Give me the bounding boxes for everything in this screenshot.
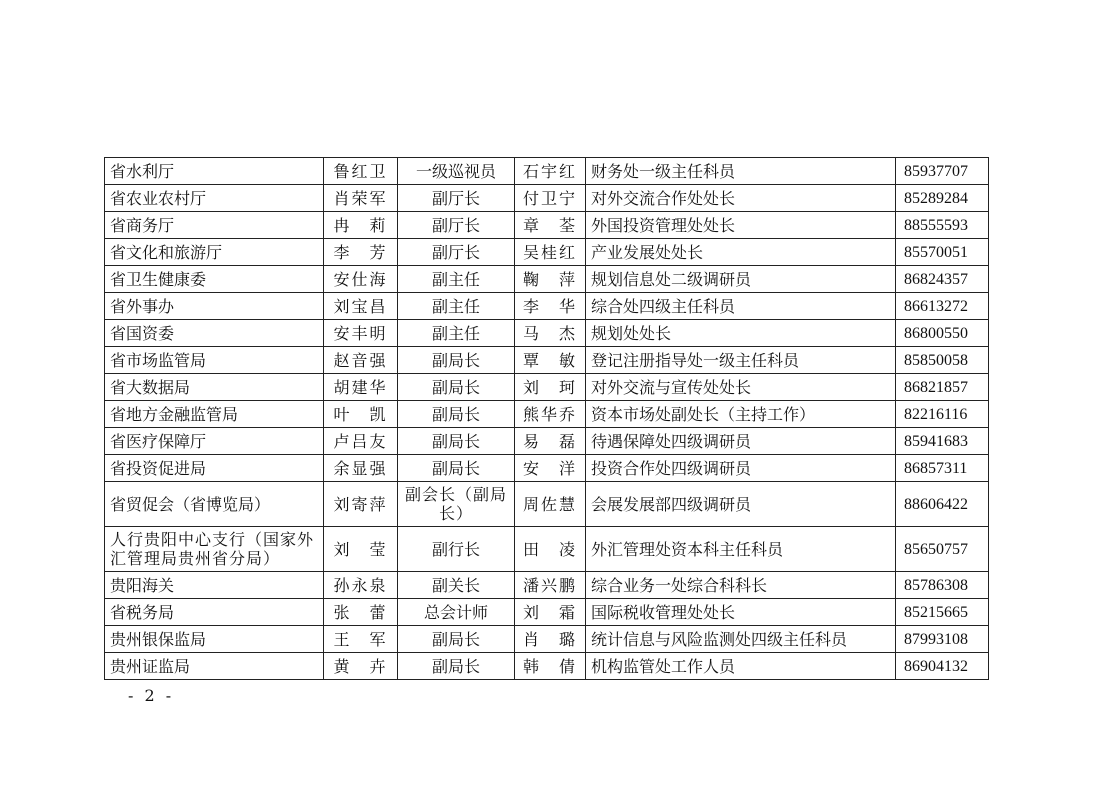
- leader-cell: 安丰明: [324, 320, 398, 347]
- leader-cell: 李 芳: [324, 239, 398, 266]
- title-cell: 副局长: [398, 428, 515, 455]
- title-cell: 副局长: [398, 626, 515, 653]
- position-cell: 资本市场处副处长（主持工作）: [586, 401, 896, 428]
- position-cell: 统计信息与风险监测处四级主任科员: [586, 626, 896, 653]
- phone-cell: 87993108: [896, 626, 989, 653]
- phone-cell: 85937707: [896, 158, 989, 185]
- phone-cell: 86824357: [896, 266, 989, 293]
- position-cell: 规划信息处二级调研员: [586, 266, 896, 293]
- phone-cell: 85570051: [896, 239, 989, 266]
- leader-cell: 肖荣军: [324, 185, 398, 212]
- table-row: [105, 266, 989, 293]
- table-row: [105, 401, 989, 428]
- table-row: [105, 239, 989, 266]
- title-cell: 副会长（副局长）: [398, 482, 515, 527]
- position-cell: 规划处处长: [586, 320, 896, 347]
- contact-cell: 付卫宁: [515, 185, 586, 212]
- position-cell: 国际税收管理处处长: [586, 599, 896, 626]
- leader-cell: 鲁红卫: [324, 158, 398, 185]
- dept-cell: 省文化和旅游厅: [105, 239, 324, 266]
- table-row: [105, 482, 989, 527]
- table-row: [105, 212, 989, 239]
- title-cell: 副行长: [398, 527, 515, 572]
- table-row: [105, 320, 989, 347]
- leader-cell: 孙永泉: [324, 572, 398, 599]
- contact-cell: 吴桂红: [515, 239, 586, 266]
- dept-cell: 省税务局: [105, 599, 324, 626]
- title-cell: 副厅长: [398, 185, 515, 212]
- table-row: [105, 599, 989, 626]
- dept-cell: 贵州银保监局: [105, 626, 324, 653]
- contact-cell: 刘 珂: [515, 374, 586, 401]
- phone-cell: 86613272: [896, 293, 989, 320]
- table-row: [105, 293, 989, 320]
- title-cell: 副局长: [398, 347, 515, 374]
- table-row: [105, 347, 989, 374]
- dept-cell: 人行贵阳中心支行（国家外汇管理局贵州省分局）: [105, 527, 324, 572]
- position-cell: 待遇保障处四级调研员: [586, 428, 896, 455]
- phone-cell: 82216116: [896, 401, 989, 428]
- title-cell: 副局长: [398, 455, 515, 482]
- position-cell: 对外交流与宣传处处长: [586, 374, 896, 401]
- contact-cell: 马 杰: [515, 320, 586, 347]
- phone-cell: 86904132: [896, 653, 989, 680]
- position-cell: 财务处一级主任科员: [586, 158, 896, 185]
- phone-cell: 88606422: [896, 482, 989, 527]
- page-number: - 2 -: [128, 686, 175, 705]
- leader-cell: 赵音强: [324, 347, 398, 374]
- title-cell: 副局长: [398, 374, 515, 401]
- table-row: [105, 527, 989, 572]
- title-cell: 副主任: [398, 293, 515, 320]
- dept-cell: 省农业农村厅: [105, 185, 324, 212]
- contact-cell: 肖 璐: [515, 626, 586, 653]
- leader-cell: 余显强: [324, 455, 398, 482]
- title-cell: 副局长: [398, 401, 515, 428]
- position-cell: 外汇管理处资本科主任科员: [586, 527, 896, 572]
- dept-cell: 贵州证监局: [105, 653, 324, 680]
- leader-cell: 安仕海: [324, 266, 398, 293]
- contact-cell: 鞠 萍: [515, 266, 586, 293]
- phone-cell: 88555593: [896, 212, 989, 239]
- position-cell: 登记注册指导处一级主任科员: [586, 347, 896, 374]
- title-cell: 一级巡视员: [398, 158, 515, 185]
- position-cell: 投资合作处四级调研员: [586, 455, 896, 482]
- table-row: [105, 626, 989, 653]
- table-row: [105, 572, 989, 599]
- leader-cell: 卢吕友: [324, 428, 398, 455]
- title-cell: 总会计师: [398, 599, 515, 626]
- position-cell: 外国投资管理处处长: [586, 212, 896, 239]
- table-row: [105, 653, 989, 680]
- contact-cell: 潘兴鹏: [515, 572, 586, 599]
- phone-cell: 86857311: [896, 455, 989, 482]
- title-cell: 副主任: [398, 320, 515, 347]
- leader-cell: 张 蕾: [324, 599, 398, 626]
- dept-cell: 省市场监管局: [105, 347, 324, 374]
- position-cell: 对外交流合作处处长: [586, 185, 896, 212]
- table-row: [105, 428, 989, 455]
- dept-cell: 省大数据局: [105, 374, 324, 401]
- title-cell: 副关长: [398, 572, 515, 599]
- dept-cell: 贵阳海关: [105, 572, 324, 599]
- phone-cell: 86800550: [896, 320, 989, 347]
- contact-cell: 易 磊: [515, 428, 586, 455]
- phone-cell: 85215665: [896, 599, 989, 626]
- position-cell: 会展发展部四级调研员: [586, 482, 896, 527]
- dept-cell: 省地方金融监管局: [105, 401, 324, 428]
- title-cell: 副主任: [398, 266, 515, 293]
- leader-cell: 黄 卉: [324, 653, 398, 680]
- contact-cell: 田 凌: [515, 527, 586, 572]
- table-row: [105, 455, 989, 482]
- contact-cell: 安 洋: [515, 455, 586, 482]
- phone-cell: 85650757: [896, 527, 989, 572]
- leader-cell: 刘寄萍: [324, 482, 398, 527]
- title-cell: 副局长: [398, 653, 515, 680]
- leader-cell: 刘 莹: [324, 527, 398, 572]
- position-cell: 综合业务一处综合科科长: [586, 572, 896, 599]
- leader-cell: 叶 凯: [324, 401, 398, 428]
- contact-cell: 覃 敏: [515, 347, 586, 374]
- phone-cell: 86821857: [896, 374, 989, 401]
- dept-cell: 省商务厅: [105, 212, 324, 239]
- dept-cell: 省卫生健康委: [105, 266, 324, 293]
- dept-cell: 省国资委: [105, 320, 324, 347]
- phone-cell: 85786308: [896, 572, 989, 599]
- title-cell: 副厅长: [398, 239, 515, 266]
- contact-cell: 石宇红: [515, 158, 586, 185]
- dept-cell: 省投资促进局: [105, 455, 324, 482]
- position-cell: 综合处四级主任科员: [586, 293, 896, 320]
- phone-cell: 85941683: [896, 428, 989, 455]
- position-cell: 产业发展处处长: [586, 239, 896, 266]
- phone-cell: 85850058: [896, 347, 989, 374]
- contact-cell: 熊华乔: [515, 401, 586, 428]
- leader-cell: 胡建华: [324, 374, 398, 401]
- dept-cell: 省外事办: [105, 293, 324, 320]
- leader-cell: 冉 莉: [324, 212, 398, 239]
- leader-cell: 刘宝昌: [324, 293, 398, 320]
- title-cell: 副厅长: [398, 212, 515, 239]
- contact-cell: 刘 霜: [515, 599, 586, 626]
- table-row: [105, 158, 989, 185]
- table-row: [105, 185, 989, 212]
- table-row: [105, 374, 989, 401]
- contact-cell: 韩 倩: [515, 653, 586, 680]
- dept-cell: 省贸促会（省博览局）: [105, 482, 324, 527]
- dept-cell: 省医疗保障厅: [105, 428, 324, 455]
- contact-cell: 周佐慧: [515, 482, 586, 527]
- phone-cell: 85289284: [896, 185, 989, 212]
- contact-table: [104, 157, 989, 680]
- contact-cell: 李 华: [515, 293, 586, 320]
- dept-cell: 省水利厅: [105, 158, 324, 185]
- contact-table-body: [105, 158, 989, 680]
- position-cell: 机构监管处工作人员: [586, 653, 896, 680]
- leader-cell: 王 军: [324, 626, 398, 653]
- contact-cell: 章 荃: [515, 212, 586, 239]
